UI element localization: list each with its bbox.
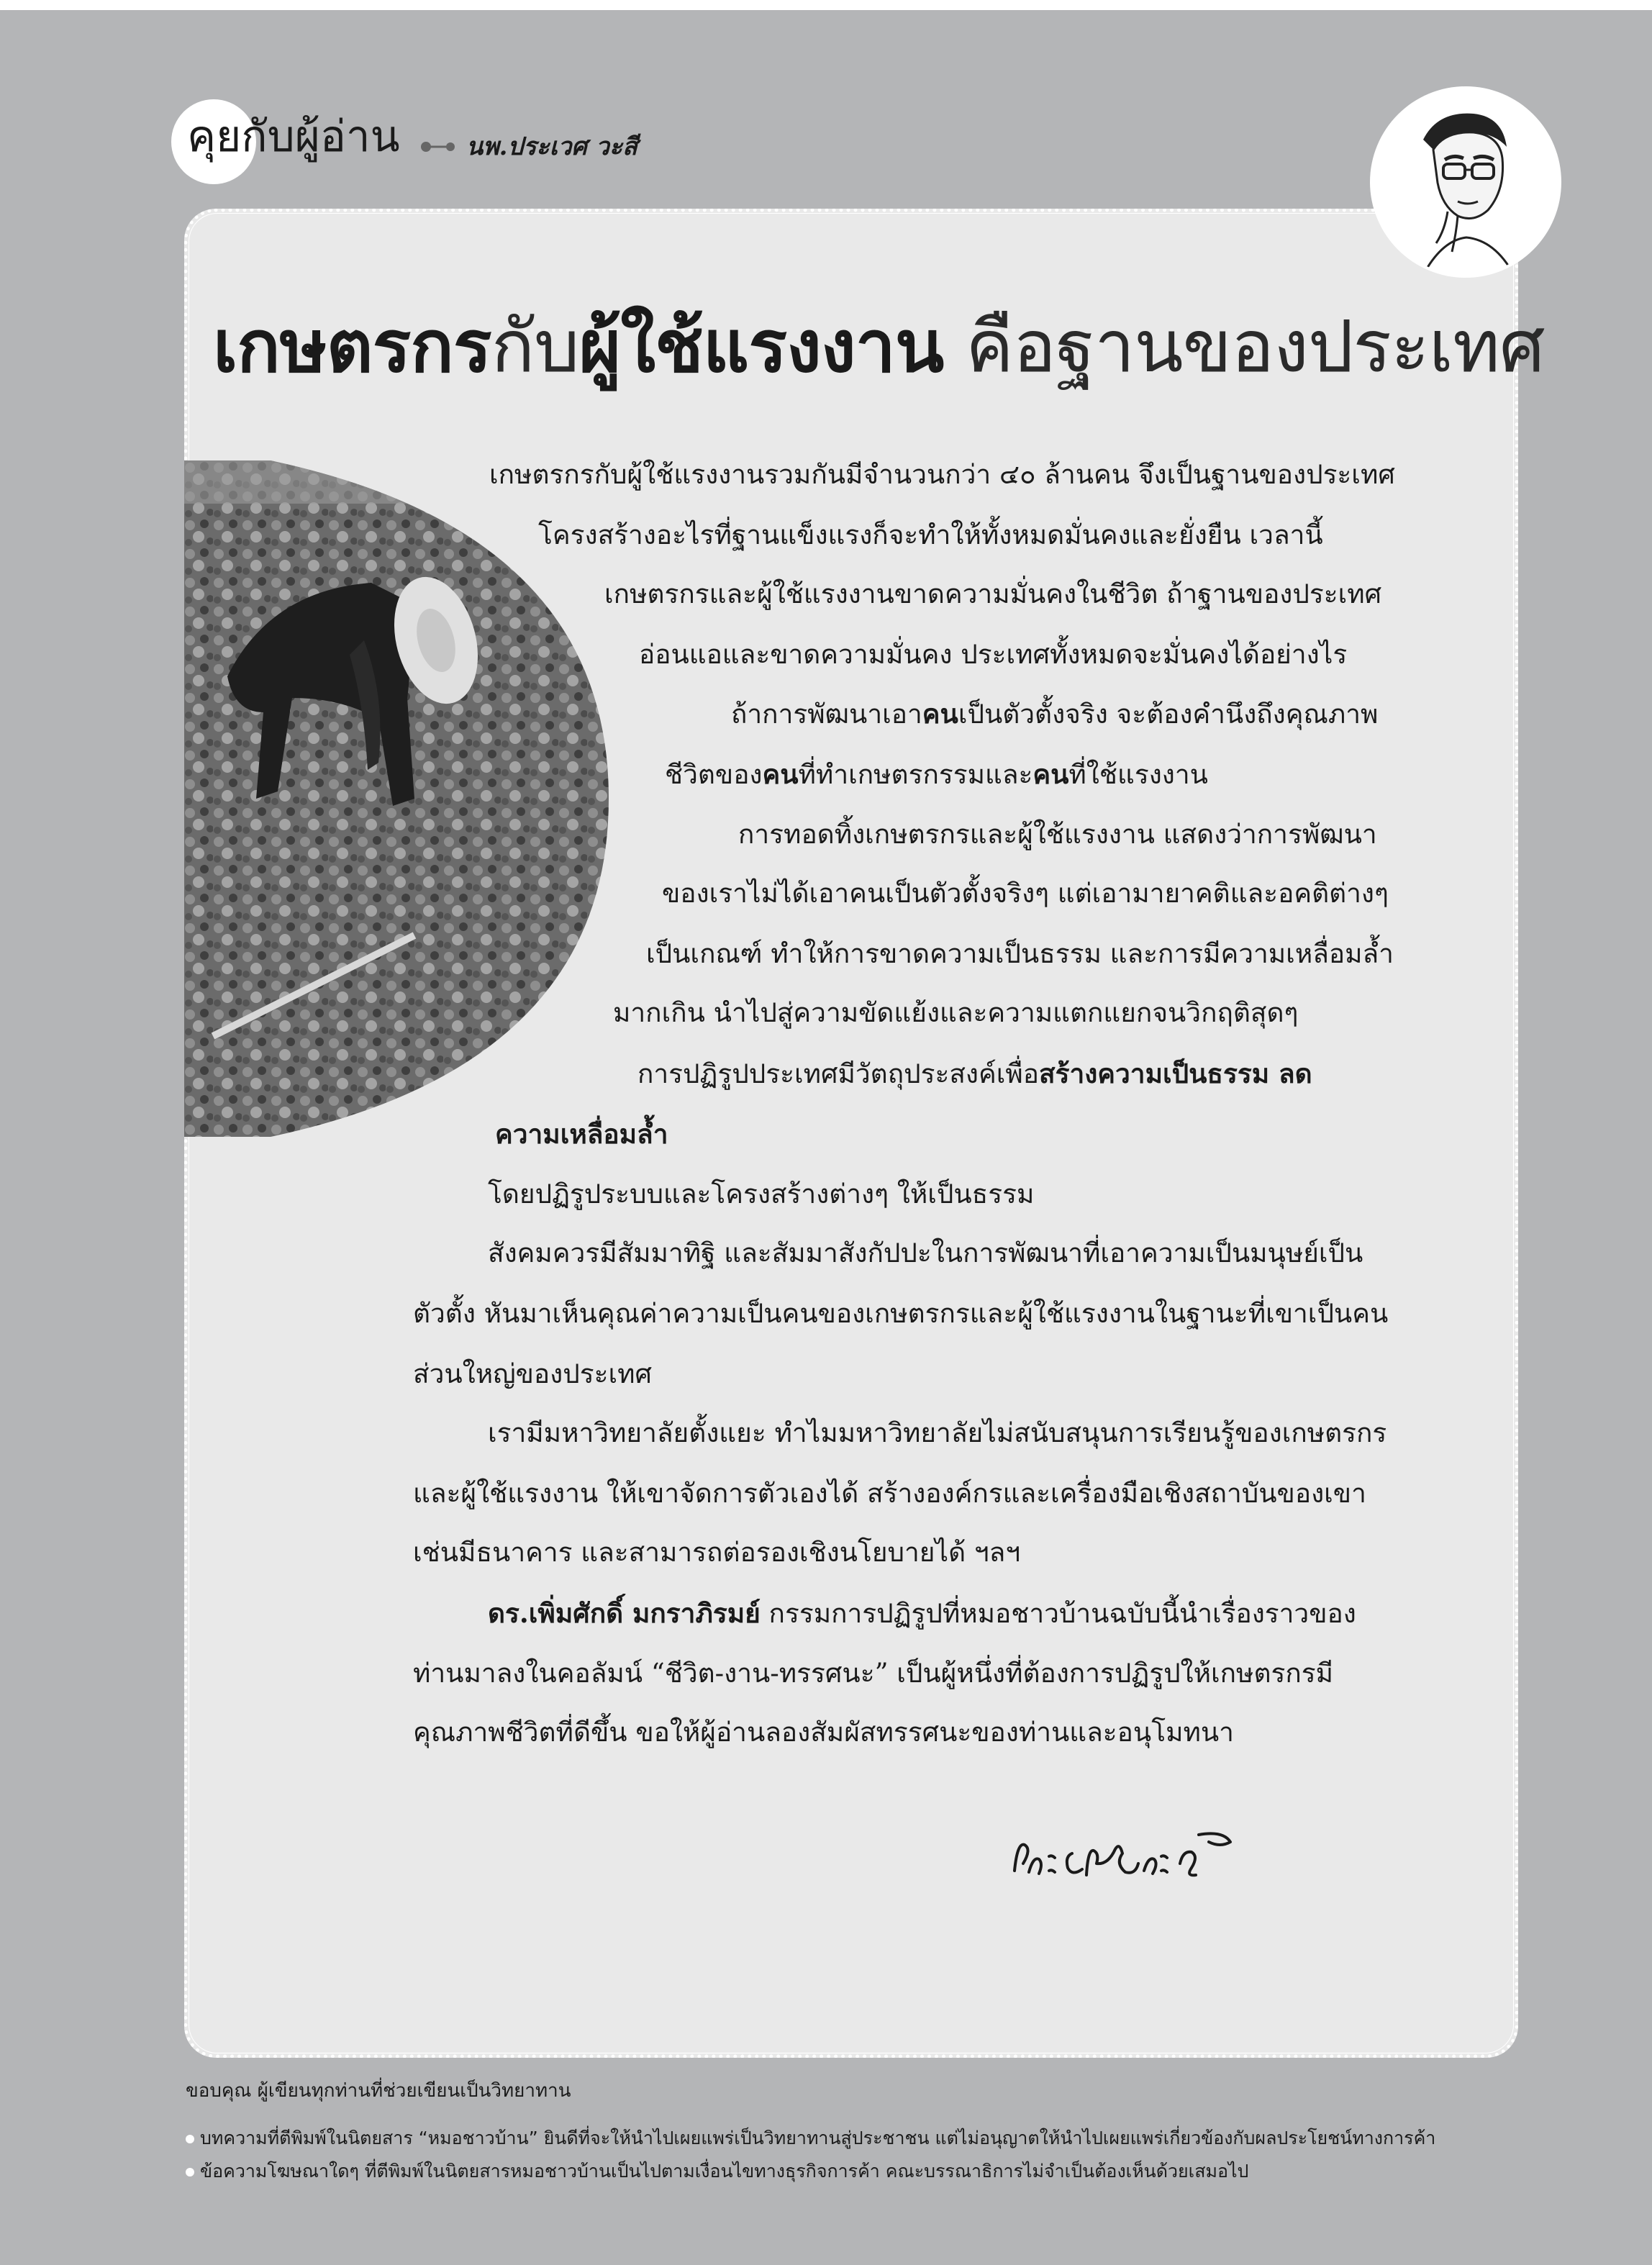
body-line-11a: การปฏิรูปประเทศมีวัตถุประสงค์เพื่อ bbox=[637, 1058, 1039, 1089]
footer-note-2-text: ข้อความโฆษณาใดๆ ที่ตีพิมพ์ในนิตยสารหมอชาวบ้านเป็นไปตามเงื่อนไขทางธุรกิจการค้า คณะบรรณาธิการไม่จำเป็นต้องเห็นด้วยเสมอไป bbox=[200, 2161, 1249, 2182]
body-line-11 bbox=[637, 1052, 1312, 1096]
body-line-18: และผู้ใช้แรงงาน ให้เขาจัดการตัวเองได้ สร้างองค์กรและเครื่องมือเชิงสถาบันของเขา bbox=[413, 1478, 1366, 1509]
column-title: คุยกับผู้อ่าน bbox=[187, 112, 400, 162]
body-line-8: ของเราไม่ได้เอาคนเป็นตัวตั้งจริงๆ แต่เอามายาคติและอคติต่างๆ bbox=[662, 878, 1389, 909]
body-line-3: เกษตรกรและผู้ใช้แรงงานขาดความมั่นคงในชีวิต ถ้าฐานของประเทศ bbox=[604, 578, 1382, 609]
body-line-2: โครงสร้างอะไรที่ฐานแข็งแรงก็จะทำให้ทั้งหมดมั่นคงและยั่งยืน เวลานี้ bbox=[538, 519, 1323, 550]
headline-part1: เกษตรกร bbox=[213, 304, 491, 389]
body-line-13: โดยปฏิรูประบบและโครงสร้างต่างๆ ให้เป็นธรรม bbox=[488, 1179, 1035, 1209]
footer-thanks: ขอบคุณ ผู้เขียนทุกท่านที่ช่วยเขียนเป็นวิทยาทาน bbox=[186, 2080, 571, 2102]
body-line-5 bbox=[731, 692, 1378, 736]
footer-note-2 bbox=[186, 2157, 1248, 2186]
bullet-icon bbox=[186, 2135, 194, 2143]
body-line-6b: คน bbox=[762, 758, 799, 790]
body-line-21: ท่านมาลงในคอลัมน์ “ชีวิต-งาน-ทรรศนะ” เป็นผู้หนึ่งที่ต้องการปฏิรูปให้เกษตรกรมี bbox=[413, 1658, 1334, 1689]
top-strip bbox=[0, 0, 1652, 10]
body-line-1: เกษตรกรกับผู้ใช้แรงงานรวมกันมีจำนวนกว่า ๔๐ ล้านคน จึงเป็นฐานของประเทศ bbox=[489, 459, 1395, 490]
author-portrait-icon bbox=[1373, 89, 1558, 275]
body-line-20b: กรรมการปฏิรูปที่หมอชาวบ้านฉบับนี้นำเรื่องราวของ bbox=[760, 1598, 1356, 1629]
body-line-7: การทอดทิ้งเกษตรกรและผู้ใช้แรงงาน แสดงว่าการพัฒนา bbox=[738, 819, 1377, 850]
body-line-22: คุณภาพชีวิตที่ดีขึ้น ขอให้ผู้อ่านลองสัมผัสทรรศนะของท่านและอนุโมทนา bbox=[413, 1717, 1234, 1748]
body-line-10: มากเกิน นำไปสู่ความขัดแย้งและความแตกแยกจนวิกฤติสุดๆ bbox=[613, 997, 1299, 1028]
body-line-16: ส่วนใหญ่ของประเทศ bbox=[413, 1358, 652, 1389]
body-line-9: เป็นเกณฑ์ ทำให้การขาดความเป็นธรรม และการมีความเหลื่อมล้ำ bbox=[646, 938, 1394, 969]
column-author: นพ.ประเวศ วะสี bbox=[466, 132, 637, 161]
body-line-12 bbox=[495, 1112, 668, 1156]
body-line-6a: ชีวิตของ bbox=[665, 759, 763, 790]
body-line-5c: เป็นตัวตั้งจริง จะต้องคำนึงถึงคุณภาพ bbox=[958, 699, 1379, 730]
body-line-11b: สร้างความเป็นธรรม ลด bbox=[1038, 1058, 1312, 1089]
footer-note-1 bbox=[186, 2124, 1435, 2153]
body-line-20 bbox=[488, 1592, 1356, 1635]
body-line-12-bold: ความเหลื่อมล้ำ bbox=[495, 1118, 668, 1150]
body-line-15: ตัวตั้ง หันมาเห็นคุณค่าความเป็นคนของเกษตรกรและผู้ใช้แรงงานในฐานะที่เขาเป็นคน bbox=[413, 1298, 1389, 1329]
body-line-6 bbox=[665, 753, 1208, 796]
bullet-icon bbox=[186, 2168, 194, 2177]
body-line-6c: ที่ทำเกษตรกรรมและ bbox=[798, 759, 1033, 790]
body-line-20a: ดร.เพิ่มศักดิ์ มกราภิรมย์ bbox=[488, 1597, 761, 1629]
connector-icon bbox=[420, 141, 456, 153]
body-line-5a: ถ้าการพัฒนาเอา bbox=[731, 699, 922, 730]
body-line-14: สังคมควรมีสัมมาทิฐิ และสัมมาสังกัปปะในการพัฒนาที่เอาความเป็นมนุษย์เป็น bbox=[488, 1238, 1363, 1268]
body-line-17: เรามีมหาวิทยาลัยตั้งแยะ ทำไมมหาวิทยาลัยไม่สนับสนุนการเรียนรู้ของเกษตรกร bbox=[488, 1417, 1387, 1448]
body-line-4: อ่อนแอและขาดความมั่นคง ประเทศทั้งหมดจะมั่นคงได้อย่างไร bbox=[639, 639, 1348, 670]
farmer-field-photo bbox=[184, 460, 609, 1137]
handwritten-signature bbox=[1007, 1813, 1281, 1892]
body-line-5b: คน bbox=[922, 698, 958, 730]
headline-part2: กับ bbox=[491, 304, 579, 389]
headline-part3: ผู้ใช้แรงงาน bbox=[578, 304, 944, 389]
body-line-19: เช่นมีธนาคาร และสามารถต่อรองเชิงนโยบายได้ ฯลฯ bbox=[413, 1537, 1021, 1568]
headline-part4: คือฐานของประเทศ bbox=[943, 304, 1545, 389]
body-line-6d: คน bbox=[1032, 758, 1069, 790]
body-line-6e: ที่ใช้แรงงาน bbox=[1068, 759, 1208, 790]
headline bbox=[213, 296, 1545, 397]
footer-note-1-text: บทความที่ตีพิมพ์ในนิตยสาร “หมอชาวบ้าน” ยินดีที่จะให้นำไปเผยแพร่เป็นวิทยาทานสู่ประชาชน แต่ไม่อนุญาตให้นำไปเผยแพร่เกี่ยวข้องกับผลประโยชน์ทางการค้า bbox=[200, 2128, 1436, 2148]
